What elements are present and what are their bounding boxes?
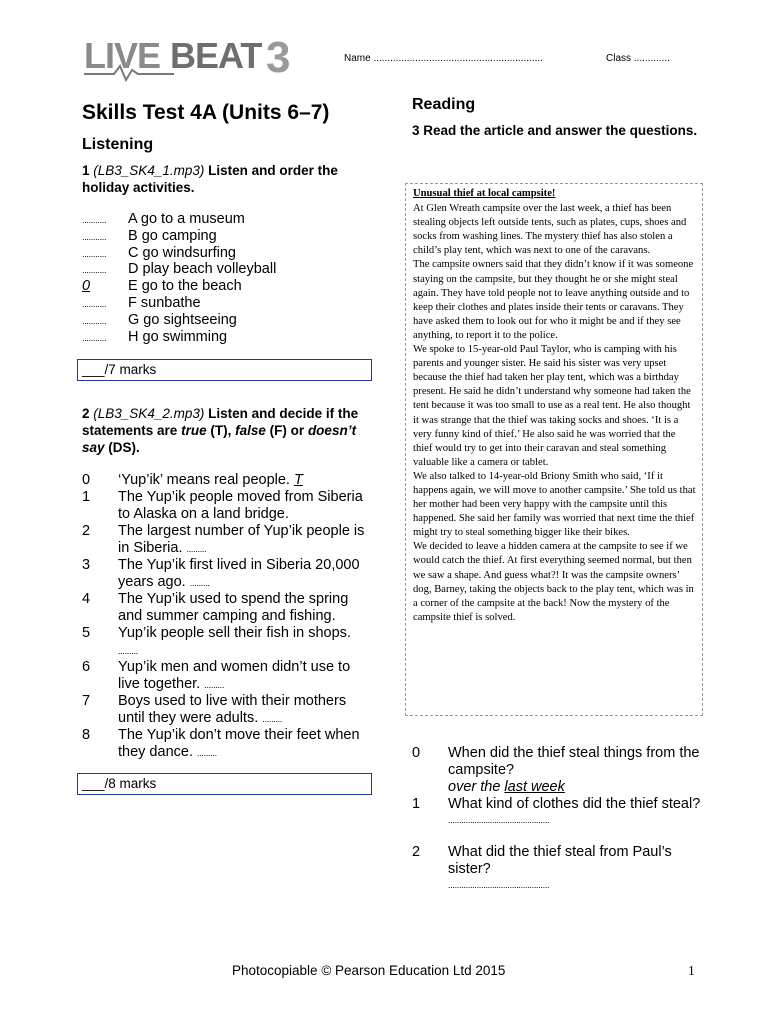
question-text: What kind of clothes did the thief steal? — [448, 796, 701, 812]
listening-heading: Listening — [82, 136, 154, 153]
answer-blank[interactable]: ........... — [82, 215, 107, 225]
ex2-marks-box[interactable]: ___/8 marks — [77, 773, 372, 795]
ex1-text: Listen and order the holiday activities. — [82, 163, 338, 195]
activity-text: F sunbathe — [128, 294, 201, 311]
list-item — [82, 295, 372, 312]
ex2-false-word: false — [235, 423, 266, 438]
statement-number: 0 — [82, 472, 91, 488]
ex1-list — [82, 211, 372, 345]
question-text: What did the thief steal from Paul’s sister? — [448, 844, 672, 877]
statement-item — [82, 591, 377, 625]
answer-blank[interactable]: ........... — [82, 248, 107, 259]
page-number: 1 — [688, 963, 695, 978]
answer-blank[interactable]: ........... — [82, 265, 107, 276]
statement-number: 6 — [82, 659, 91, 675]
class-field[interactable]: Class ............. — [606, 53, 670, 64]
article-paragraph: We spoke to 15-year-old Paul Taylor, who is camping with his parents and younger sister. He said his sister was very upset because the thief had taken her play tent, which was a birthday present. He said he didn’t understand why someone had taken the tent because it was too small to use as a real tent. He also thought it was strange that the thief was taking socks and shoes. ‘It is a very funny kind of thief.’ He also said he was worried that the thief would try to get into their caravan and steal something valuable like a camera or tablet. — [413, 344, 691, 468]
statement-item — [82, 625, 377, 659]
ex1-file: (LB3_SK4_1.mp3) — [93, 163, 205, 178]
statement-number: 2 — [82, 523, 91, 539]
ex3-instruction: 3 Read the article and answer the questions. — [412, 123, 698, 138]
answer-line[interactable]: .............................................. — [448, 814, 550, 825]
statement-text: The Yup’ik first lived in Siberia 20,000 years ago. — [118, 557, 360, 590]
answer-blank[interactable]: ......... — [189, 577, 210, 588]
activity-text: E go to the beach — [128, 278, 242, 295]
answer-blank[interactable]: ......... — [204, 679, 225, 690]
article-title: Unusual thief at local campsite! — [413, 188, 556, 199]
article-paragraph: The campsite owners said that they didn’t know if it was someone staying on the campsite, but they thought he or she might steal again. They have told people not to leave anything outside and to keep their clothes and plates inside their tents or caravans. They have asked them to look out for who it might be and if they see anything, to report it to the police. — [413, 259, 694, 341]
statement-item — [82, 659, 377, 693]
answer-blank[interactable]: ........... — [82, 315, 107, 326]
ex2-text-d: (DS). — [108, 440, 140, 455]
reading-heading: Reading — [412, 96, 476, 113]
question-number: 2 — [412, 844, 421, 860]
statement-item — [82, 489, 377, 523]
statement-number: 3 — [82, 557, 91, 573]
statement-text: Yup’ik people sell their fish in shops. — [118, 625, 351, 641]
answer-blank[interactable]: ......... — [186, 543, 207, 554]
answer-blank[interactable]: ........... — [82, 298, 107, 309]
ex2-true-word: true — [181, 423, 207, 438]
list-item — [82, 312, 372, 329]
statement-number: 5 — [82, 625, 91, 641]
footer-copyright: Photocopiable © Pearson Education Ltd 2015 — [232, 963, 506, 978]
article-box — [405, 183, 703, 716]
ex2-text-b: (T), — [210, 423, 232, 438]
ex2-list — [82, 472, 377, 761]
article-paragraph: We decided to leave a hidden camera at the campsite to see if we would catch the thief. At first everything seemed normal, but then we saw a shape. And guess what?! It was the campsite owners’ dog, Barney, taking the objects back to the play tent, which was in a corner of the campsite at the back! Now the mystery of the campsite thief is solved. — [413, 541, 694, 623]
example-answer — [448, 779, 708, 796]
name-field[interactable]: Name ............................................................. — [344, 53, 543, 64]
statement-text: Yup’ik men and women didn’t use to live together. — [118, 659, 351, 692]
activity-text: B go camping — [128, 227, 217, 244]
statement-number: 7 — [82, 693, 91, 709]
activity-text: C go windsurfing — [128, 244, 236, 261]
list-item — [82, 228, 372, 245]
statement-text: The Yup’ik don’t move their feet when they dance. — [118, 727, 360, 760]
statement-text: ‘Yup’ik’ means real people. — [118, 472, 290, 488]
activity-text: D play beach volleyball — [128, 261, 277, 278]
statement-text: Boys used to live with their mothers until they were adults. — [118, 693, 347, 726]
answer-line[interactable]: .............................................. — [448, 879, 550, 890]
list-item — [82, 261, 372, 278]
list-item — [82, 278, 372, 295]
answer-blank[interactable]: ........... — [82, 332, 107, 343]
example-answer-prefix: over the — [448, 778, 505, 795]
activity-text: A go to a museum — [128, 211, 245, 227]
ex2-ds-word: doesn’t say — [82, 423, 357, 455]
article-paragraph: We also talked to 14-year-old Briony Smith who said, ‘If it happens again, we will move to another campsite.’ She told us that her mother had been very happy with the campsite until this happened. She said her family was worried that next time the thief might try to steal something bigger like their bikes. — [413, 470, 696, 539]
ex1-instruction — [82, 162, 362, 196]
example-answer: 0 — [82, 278, 91, 295]
answer-blank[interactable]: ........... — [82, 231, 107, 242]
article-paragraph: At Glen Wreath campsite over the last week, a thief has been stealing objects left outside tents, such as plates, cups, shoes and socks from washing lines. The mystery thief has also stolen a child’s play tent, which was next to one of the caravans. — [413, 203, 687, 257]
activity-text: G go sightseeing — [128, 311, 237, 328]
statement-item — [82, 557, 377, 591]
statement-number: 4 — [82, 591, 91, 607]
statement-text: The largest number of Yup’ik people is in Siberia. — [118, 523, 365, 556]
question-list — [412, 745, 712, 895]
answer-blank[interactable]: ......... — [197, 747, 217, 758]
statement-item — [82, 693, 377, 727]
svg-text:3: 3 — [266, 34, 291, 82]
answer-blank[interactable]: ......... — [262, 713, 283, 724]
svg-text:BEAT: BEAT — [170, 35, 262, 76]
example-answer: T — [294, 472, 303, 488]
ex2-file: (LB3_SK4_2.mp3) — [93, 406, 205, 421]
ex1-marks-box[interactable]: ___/7 marks — [77, 359, 372, 381]
statement-number: 8 — [82, 727, 91, 743]
statement-item — [82, 523, 377, 557]
answer-blank[interactable]: ......... — [118, 645, 138, 656]
ex2-text-c: (F) or — [269, 423, 305, 438]
example-answer-underlined: last week — [504, 778, 565, 795]
svg-text:LIVE: LIVE — [84, 35, 161, 76]
statement-text: The Yup’ik used to spend the spring and summer camping and fishing. — [118, 591, 349, 624]
statement-item — [82, 727, 377, 761]
list-item — [82, 245, 372, 262]
question-number: 1 — [412, 796, 421, 812]
list-item — [82, 211, 372, 228]
question-text: When did the thief steal things from the campsite? — [448, 745, 700, 778]
ex2-instruction — [82, 405, 372, 456]
list-item — [82, 329, 372, 346]
page-title: Skills Test 4A (Units 6–7) — [82, 101, 330, 124]
statement-number: 1 — [82, 489, 91, 505]
ex2-text-a: Listen and decide if the statements are — [82, 406, 359, 438]
question-number: 0 — [412, 745, 421, 761]
activity-text: H go swimming — [128, 328, 228, 345]
live-beat-logo — [84, 34, 300, 82]
statement-item — [82, 472, 377, 489]
ex1-number: 1 — [82, 163, 90, 178]
ex2-number: 2 — [82, 406, 90, 421]
statement-text: The Yup’ik people moved from Siberia to Alaska on a land bridge. — [118, 489, 363, 522]
